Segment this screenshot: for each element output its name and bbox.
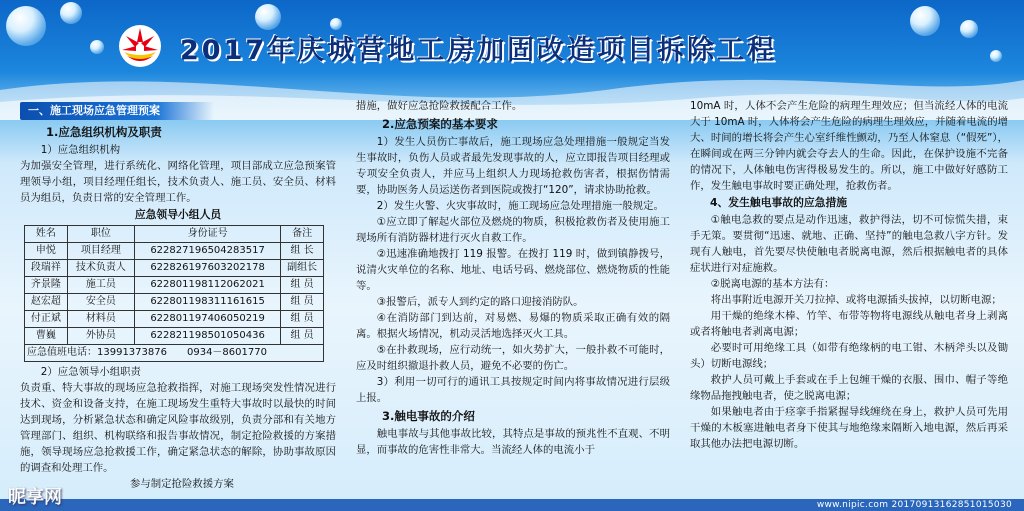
table-cell: 施工员 xyxy=(67,277,134,294)
sub-title: 2）应急领导小组职责 xyxy=(40,366,141,378)
section-heading: 一、施工现场应急管理预案 xyxy=(20,102,214,120)
paragraph: ①应立即了解起火部位及燃烧的物质，积极抢救伤者及使用施工现场所有消防器材进行灭火自救工作。 xyxy=(356,216,670,244)
table-cell: 组 员 xyxy=(281,311,324,328)
bubble-decoration xyxy=(6,6,46,46)
table-cell: 622826197603202178 xyxy=(135,260,281,277)
table-header-row xyxy=(25,226,324,243)
subheading-electric: 3.触电事故的介绍 xyxy=(382,409,475,423)
paragraph: 1）发生人员伤亡事故后，施工现场应急处理措施一般规定当发生事故时，负伤人员或者最先发现事故的人，应立即报告项目经理或专项安全负责人，并应马上组织人力现场抢救伤害者，根据伤情需要，协助医务人员运送伤者到医院或拨打“120”，请求协助抢救。 xyxy=(356,136,670,196)
table-row xyxy=(25,243,324,260)
table-cell: 622827196504283517 xyxy=(135,243,281,260)
subheading-basic: 2.应急预案的基本要求 xyxy=(382,117,498,131)
paragraph: 为加强安全管理，进行系统化、网络化管理，项目部成立应急预案管理领导小组，项目经理任组长，技术负责人、施工员、安全员、材料员为组员，负责日常的安全管理工作。 xyxy=(20,160,336,204)
column-middle xyxy=(356,98,670,458)
page-title: 2017年庆城营地工房加固改造项目拆除工程 xyxy=(180,35,778,66)
subheading-org: 1.应急组织机构及职责 xyxy=(46,125,162,139)
paragraph: ③报警后，派专人到约定的路口迎接消防队。 xyxy=(376,296,584,308)
table-cell: 材料员 xyxy=(67,311,134,328)
paragraph: ⑤在扑救现场，应行动统一，如火势扩大，一般扑救不可能时，应及时组织撤退扑救人员，避免不必要的伤亡。 xyxy=(356,344,670,372)
table-cell: 622801197406050219 xyxy=(135,311,281,328)
leader-table xyxy=(24,225,324,362)
cnpc-sunflower-logo-icon xyxy=(118,24,162,68)
bubble-decoration xyxy=(60,2,82,24)
watermark-logo: 昵享网 xyxy=(8,487,62,508)
paragraph: 用干燥的绝缘木棒、竹竿、布带等物将电源线从触电者身上剥离或者将触电者剥离电源； xyxy=(690,310,1008,338)
paragraph: 将出事附近电源开关刀拉掉、或将电源插头拔掉，以切断电源； xyxy=(710,294,1002,306)
table-title: 应急领导小组人员 xyxy=(134,208,222,221)
paragraph: ④在消防部门到达前，对易燃、易爆的物质采取正确有效的隔离。根据火场情况，机动灵活地选择灭火工具。 xyxy=(356,312,670,340)
table-header: 备注 xyxy=(281,226,324,243)
table-row xyxy=(25,311,324,328)
watermark-id: www.nipic.com 20170913162851015030 xyxy=(816,500,1012,510)
table-row xyxy=(25,277,324,294)
paragraph: 参与制定抢险救援方案 xyxy=(130,478,234,490)
table-header: 职位 xyxy=(67,226,134,243)
table-cell: 组 长 xyxy=(281,243,324,260)
sub-title: 1）应急组织机构 xyxy=(40,144,121,156)
paragraph: 3）利用一切可行的通讯工具按规定时间内将事故情况进行层级上报。 xyxy=(356,376,670,404)
table-row xyxy=(25,328,324,345)
subheading-measures: 4、发生触电事故的应急措施 xyxy=(710,196,848,209)
paragraph: 如果触电者由于痉挛手指紧握导线缠绕在身上，救护人员可先用干燥的木板塞进触电者身下使其与地绝缘来隔断入地电源，然后再采取其他办法把电源切断。 xyxy=(690,406,1008,450)
table-cell: 组 员 xyxy=(281,328,324,345)
paragraph: 必要时可用绝缘工具（如带有绝缘柄的电工钳、木柄斧头以及锄头）切断电源线； xyxy=(690,342,1008,370)
table-cell: 曹巍 xyxy=(25,328,68,345)
paragraph: ②脱离电源的基本方法有： xyxy=(710,278,835,290)
paragraph: 2）发生火警、火灾事故时，施工现场应急处理措施一般规定。 xyxy=(376,200,664,212)
table-cell: 622801198112062021 xyxy=(135,277,281,294)
bubble-decoration xyxy=(90,40,104,54)
table-header: 身份证号 xyxy=(135,226,281,243)
table-cell: 赵宏超 xyxy=(25,294,68,311)
paragraph: 负责重、特大事故的现场应急抢救指挥，对施工现场突发性情况进行技术、资金和设备支持，在施工现场发生重特大事故时以最快的时间达到现场，分析紧急状态和确定风险事故级别，负责分部和有关地方管理部门、组织、机构联络和报告事故情况，制定抢险救援的方案措施，领导现场应急抢救援工作，确定紧急状态的解除，协助事故原因的调查和处理工作。 xyxy=(20,382,336,474)
table-cell: 项目经理 xyxy=(67,243,134,260)
table-cell: 组 员 xyxy=(281,277,324,294)
table-cell: 622821198501050436 xyxy=(135,328,281,345)
paragraph: 救护人员可戴上手套或在手上包缠干燥的衣服、围巾、帽子等绝缘物品拖拽触电者，使之脱离电源； xyxy=(690,374,1008,402)
table-header: 姓名 xyxy=(25,226,68,243)
table-row xyxy=(25,294,324,311)
table-cell: 副组长 xyxy=(281,260,324,277)
paragraph: 措施，做好应急抢险救援配合工作。 xyxy=(356,100,523,112)
table-cell: 齐景隆 xyxy=(25,277,68,294)
paragraph: 10mA 时，人体不会产生危险的病理生理效应；但当流经人体的电流大于 10mA 时，人体将会产生危险的病理生理效应，并随着电流的增大、时间的增长将会产生心室纤维性颤动，乃至人体窒息（“假死”），在瞬间或在两三分钟内就会夺去人的生命。因此，在保护设施不完备的情况下，人体触电伤害得极易发生的。所以，施工中做好好感防工作，发生触电事故时要正确处理，抢救伤者。 xyxy=(690,100,1008,192)
table-cell: 外协员 xyxy=(67,328,134,345)
paragraph: 触电事故与其他事故比较，其特点是事故的预兆性不直观、不明显，而事故的危害性非常大。当流经人体的电流小于 xyxy=(356,428,670,456)
duty-phone: 应急值班电话：13991373876 0934－8601770 xyxy=(25,345,324,362)
column-right xyxy=(690,98,1008,452)
paragraph: ①触电急救的要点是动作迅速，救护得法，切不可惊慌失措，束手无策。要贯彻“迅速、就地、正确、坚持”的触电急救八字方针。发现有人触电，首先要尽快使触电者脱离电源，然后根据触电者的具体症状进行对症施救。 xyxy=(690,214,1008,274)
table-cell: 技术负责人 xyxy=(67,260,134,277)
table-row xyxy=(25,345,324,362)
table-cell: 组 员 xyxy=(281,294,324,311)
table-row xyxy=(25,260,324,277)
table-cell: 安全员 xyxy=(67,294,134,311)
column-left xyxy=(20,98,336,492)
paragraph: ②迅速准确地拨打 119 报警。在拨打 119 时，做到镇静拨号，说清火灾单位的名称、地址、电话号码、燃烧部位、燃烧物质的性能等。 xyxy=(356,248,670,292)
table-cell: 段瑞祥 xyxy=(25,260,68,277)
table-cell: 622801198311161615 xyxy=(135,294,281,311)
table-cell: 申悦 xyxy=(25,243,68,260)
bubble-decoration xyxy=(255,4,281,30)
table-cell: 付正斌 xyxy=(25,311,68,328)
